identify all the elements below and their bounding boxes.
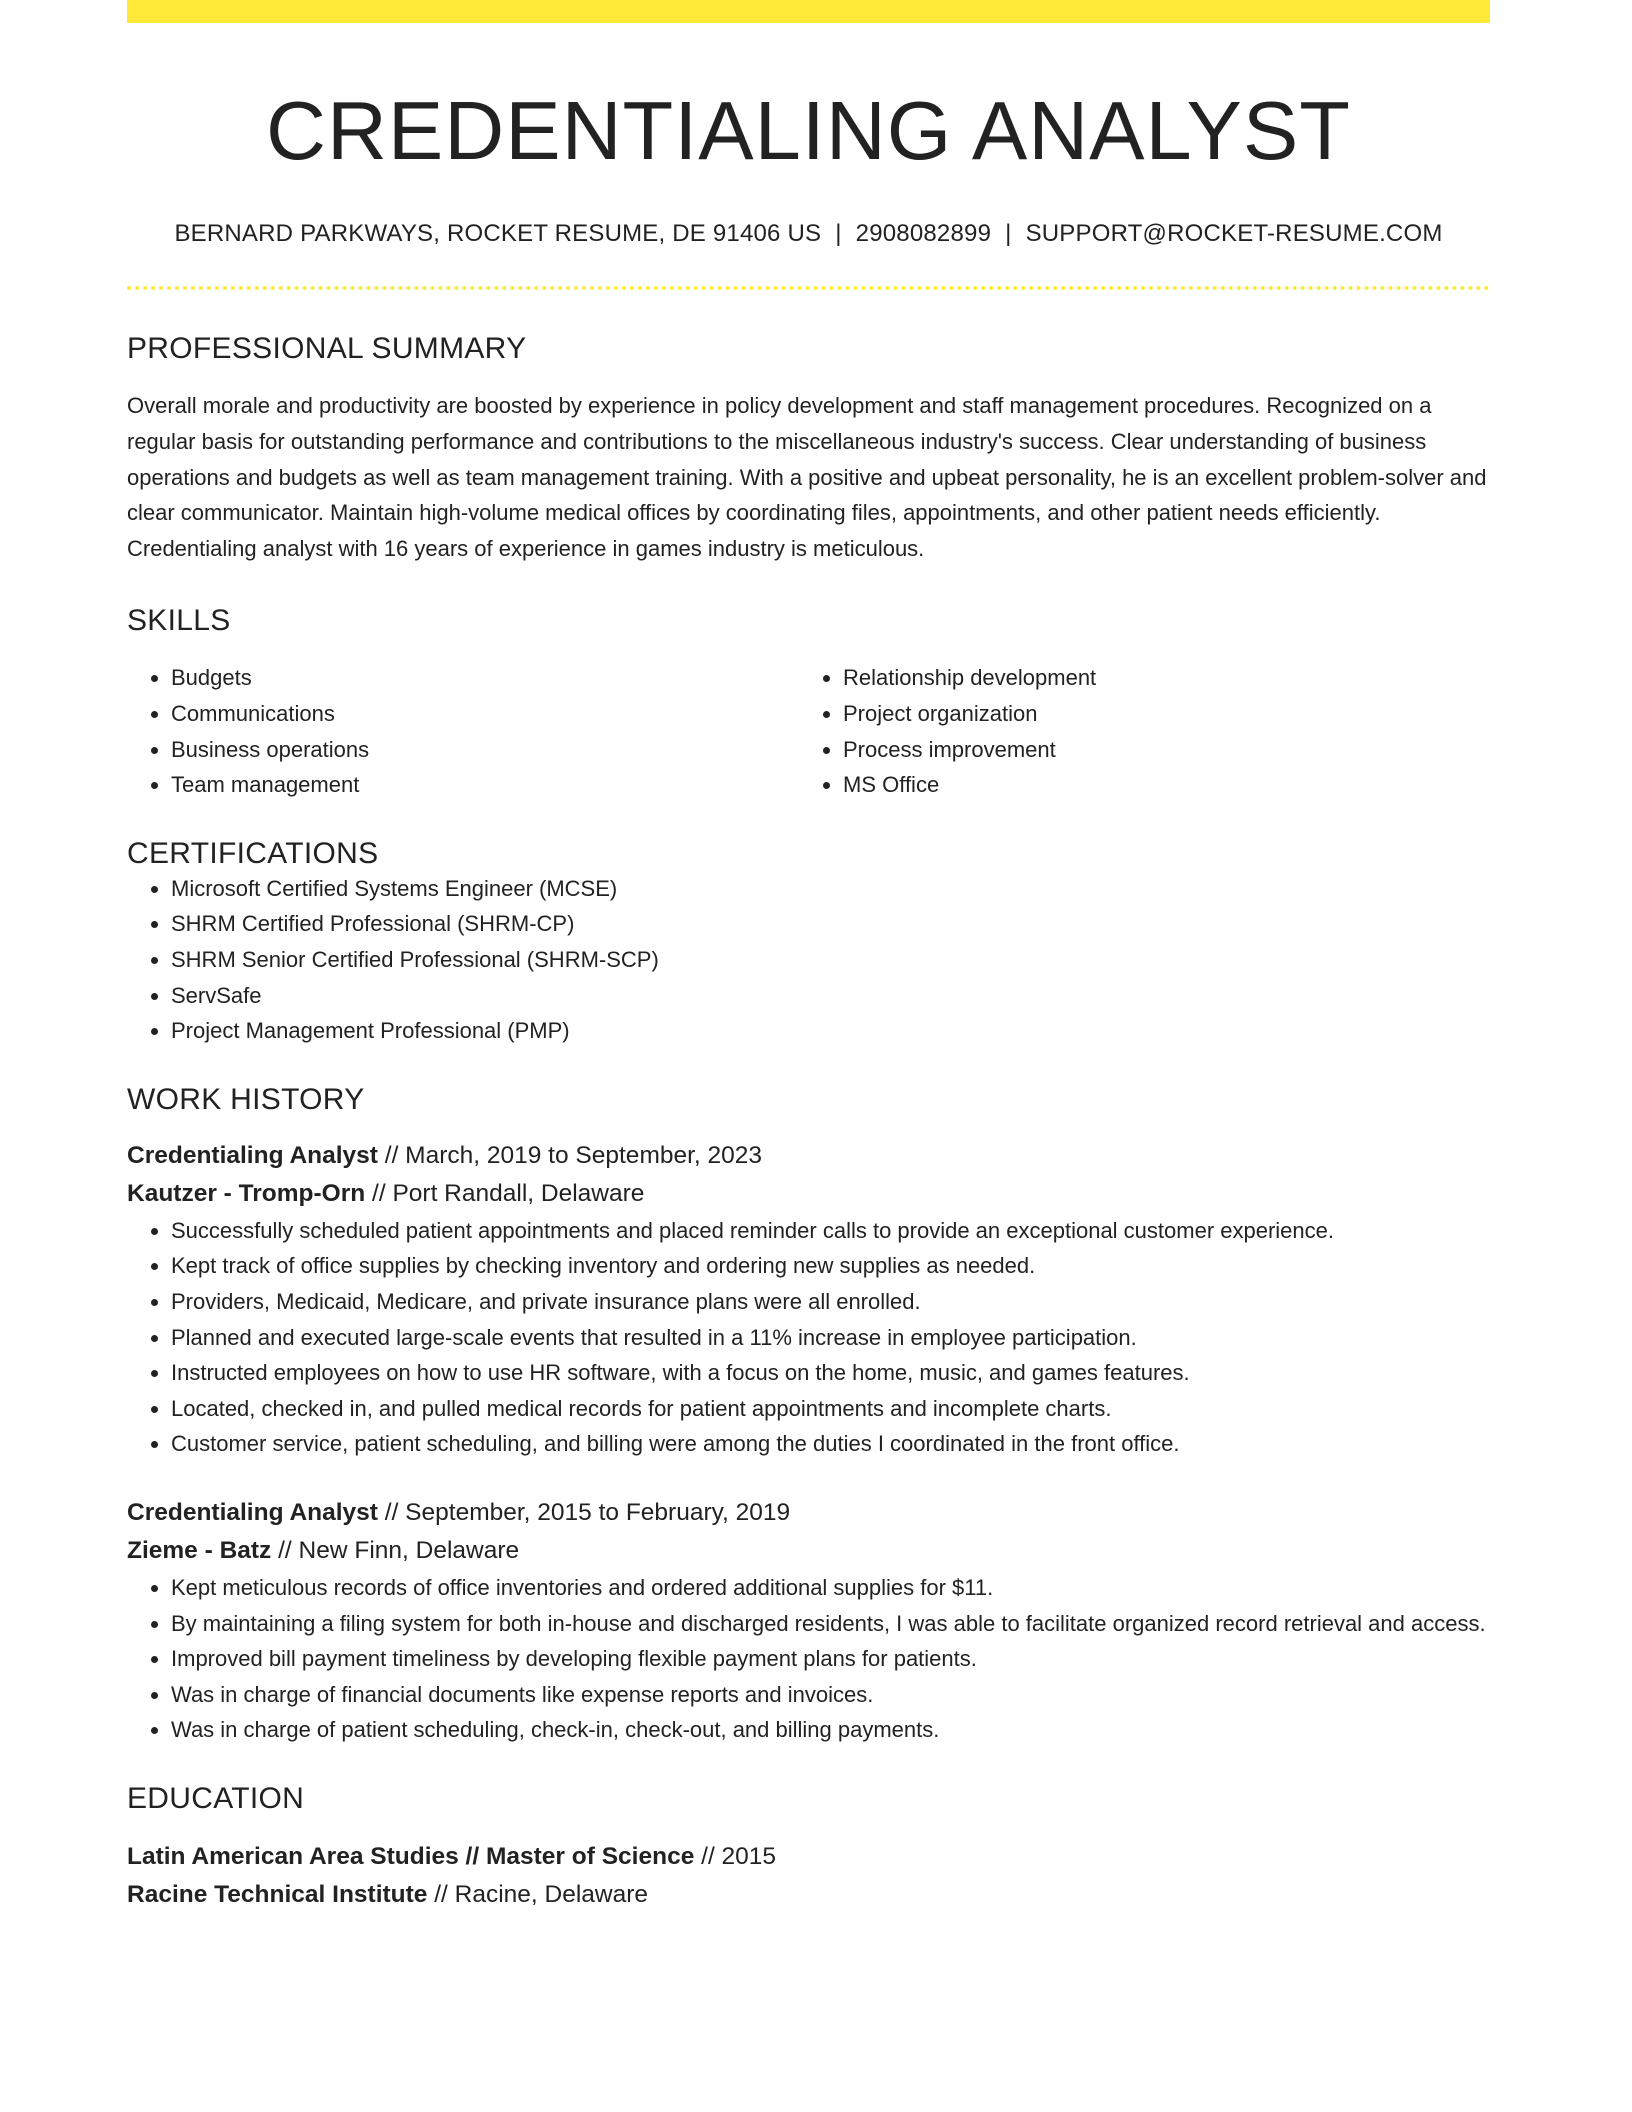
contact-address: BERNARD PARKWAYS, ROCKET RESUME, DE 91406 US [174,220,822,248]
education-degree-line [127,1838,1490,1876]
job-company: Kautzer - Tromp-Orn [127,1179,366,1207]
certification-item: • SHRM Certified Professional (SHRM-CP) [171,906,1490,942]
job-duty: • Was in charge of financial documents like expense reports and invoices. [171,1677,1490,1713]
skill-item: • Process improvement [843,732,1096,768]
skill-item: • Relationship development [843,660,1096,696]
certifications-list [127,871,1490,1049]
certifications-heading: CERTIFICATIONS [127,836,379,870]
job-header [127,1494,1490,1570]
job-duty: • Located, checked in, and pulled medical records for patient appointments and incomplete charts. [171,1391,1490,1427]
job-location: // New Finn, Delaware [271,1536,520,1564]
skill-item: • Project organization [843,696,1096,732]
education-year: // 2015 [694,1842,777,1870]
skill-item: • Communications [171,696,799,732]
summary-heading: PROFESSIONAL SUMMARY [127,332,527,366]
job-duty: • Customer service, patient scheduling, and billing were among the duties I coordinated in the front office. [171,1426,1490,1462]
skill-item: • Team management [171,767,799,803]
certification-item: • ServSafe [171,978,1490,1014]
job-company-line [127,1532,1490,1570]
job-duty: • Was in charge of patient scheduling, check-in, check-out, and billing payments. [171,1712,1490,1748]
job-duty: • Kept track of office supplies by checking inventory and ordering new supplies as needed. [171,1248,1490,1284]
job-company-line [127,1175,1490,1213]
education-heading: EDUCATION [127,1781,305,1815]
skills-column-left [127,660,799,802]
certification-item: • Project Management Professional (PMP) [171,1013,1490,1049]
education-entry [127,1838,1490,1914]
certification-item: • Microsoft Certified Systems Engineer (MCSE) [171,871,1490,907]
contact-email: SUPPORT@ROCKET-RESUME.COM [1025,220,1443,248]
education-location: // Racine, Delaware [427,1880,649,1908]
job-title: Credentialing Analyst [127,1141,378,1169]
contact-separator: | [835,220,842,248]
contact-line [127,220,1490,248]
skill-item: • MS Office [843,767,1096,803]
job-dates: // September, 2015 to February, 2019 [377,1498,791,1526]
education-school: Racine Technical Institute [127,1880,428,1908]
summary-text: Overall morale and productivity are boosted by experience in policy development and staff management procedures. Recognized on a regular basis for outstanding performance and contributions to the miscellaneous industry's success. Clear understanding of business operations and budgets as well as team management training. With a positive and upbeat personality, he is an excellent problem-solver and clear communicator. Maintain high-volume medical offices by coordinating files, appointments, and other patient needs efficiently. Credentialing analyst with 16 years of experience in games industry is meticulous. [127,393,1487,561]
contact-separator: | [1005,220,1012,248]
skills-list [127,660,1490,802]
dotted-divider [127,286,1490,290]
job-dates: // March, 2019 to September, 2023 [377,1141,763,1169]
job-header [127,1137,1490,1213]
job-company: Zieme - Batz [127,1536,272,1564]
job-duties-list [127,1213,1490,1462]
job-duty: • Instructed employees on how to use HR software, with a focus on the home, music, and games features. [171,1355,1490,1391]
job-title-line [127,1494,1490,1532]
job-duty: • Planned and executed large-scale events that resulted in a 11% increase in employee participation. [171,1320,1490,1356]
accent-bar [127,0,1490,23]
job-duty: • Providers, Medicaid, Medicare, and private insurance plans were all enrolled. [171,1284,1490,1320]
certification-item: • SHRM Senior Certified Professional (SHRM-SCP) [171,942,1490,978]
skills-column-right [799,660,1096,802]
resume-page [127,0,1490,1914]
job-title-line [127,1137,1490,1175]
skills-heading: SKILLS [127,604,231,638]
work-history-heading: WORK HISTORY [127,1082,365,1116]
job-duty: • Successfully scheduled patient appointments and placed reminder calls to provide an exceptional customer experience. [171,1213,1490,1249]
education-degree: Latin American Area Studies // Master of Science [127,1842,695,1870]
skill-item: • Business operations [171,732,799,768]
job-duty: • Improved bill payment timeliness by developing flexible payment plans for patients. [171,1641,1490,1677]
job-duties-list [127,1570,1490,1748]
education-school-line [127,1876,1490,1914]
resume-title: CREDENTIALING ANALYST [266,84,1351,177]
skill-item: • Budgets [171,660,799,696]
job-title: Credentialing Analyst [127,1498,378,1526]
contact-phone: 2908082899 [855,220,992,248]
job-duty: • By maintaining a filing system for both in-house and discharged residents, I was able to facilitate organized record retrieval and access. [171,1606,1490,1642]
job-duty: • Kept meticulous records of office inventories and ordered additional supplies for $11. [171,1570,1490,1606]
job-location: // Port Randall, Delaware [365,1179,645,1207]
